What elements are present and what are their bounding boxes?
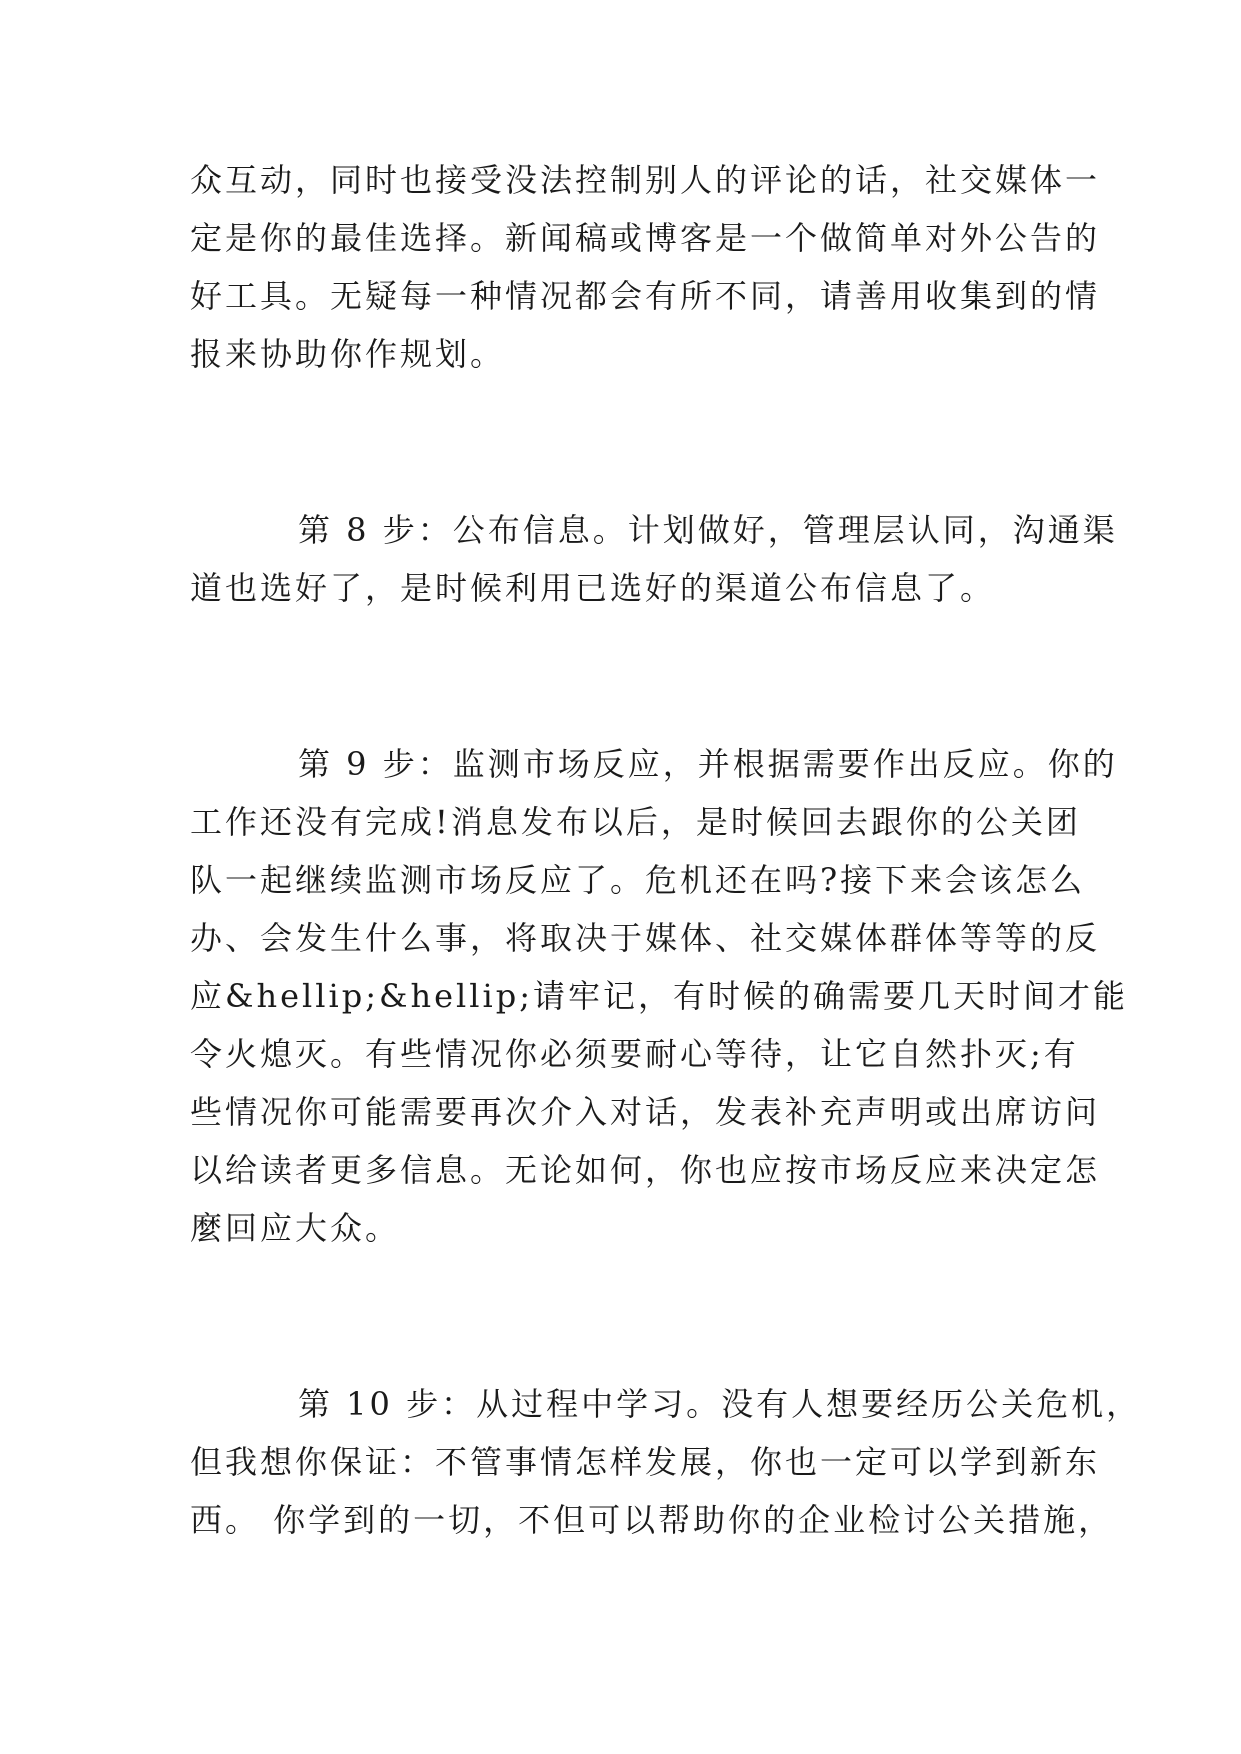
paragraph-3-line-2: 工作还没有完成!消息发布以后，是时候回去跟你的公关团 — [190, 803, 1081, 841]
paragraph-3-line-1: 第 9 步：监测市场反应，并根据需要作出反应。你的 — [298, 745, 1118, 783]
paragraph-3-line-7: 些情况你可能需要再次介入对话，发表补充声明或出席访问 — [190, 1093, 1101, 1131]
paragraph-3-line-4: 办、会发生什么事，将取决于媒体、社交媒体群体等等的反 — [190, 919, 1101, 957]
paragraph-3-line-3: 队一起继续监测市场反应了。危机还在吗?接下来会该怎么 — [190, 861, 1086, 899]
paragraph-2-line-1: 第 8 步：公布信息。计划做好，管理层认同，沟通渠 — [298, 511, 1118, 549]
paragraph-1-line-4: 报来协助你作规划。 — [190, 335, 506, 373]
paragraph-1-line-1: 众互动，同时也接受没法控制别人的评论的话，社交媒体一 — [190, 161, 1101, 199]
paragraph-1-line-2: 定是你的最佳选择。新闻稿或博客是一个做简单对外公告的 — [190, 219, 1101, 257]
paragraph-4-line-3: 西。 你学到的一切，不但可以帮助你的企业检讨公关措施， — [190, 1501, 1114, 1539]
paragraph-4-line-1: 第 10 步：从过程中学习。没有人想要经历公关危机， — [298, 1385, 1142, 1423]
paragraph-3-line-8: 以给读者更多信息。无论如何，你也应按市场反应来决定怎 — [190, 1151, 1101, 1189]
paragraph-4-line-2: 但我想你保证：不管事情怎样发展，你也一定可以学到新东 — [190, 1443, 1101, 1481]
paragraph-3-line-6: 令火熄灭。有些情况你必须要耐心等待，让它自然扑灭;有 — [190, 1035, 1079, 1073]
paragraph-3-line-9: 麼回应大众。 — [190, 1209, 401, 1247]
paragraph-1-line-3: 好工具。无疑每一种情况都会有所不同，请善用收集到的情 — [190, 277, 1101, 315]
paragraph-3-line-5: 应&hellip;&hellip;请牢记，有时候的确需要几天时间才能 — [190, 977, 1129, 1015]
paragraph-2-line-2: 道也选好了，是时候利用已选好的渠道公布信息了。 — [190, 569, 996, 607]
